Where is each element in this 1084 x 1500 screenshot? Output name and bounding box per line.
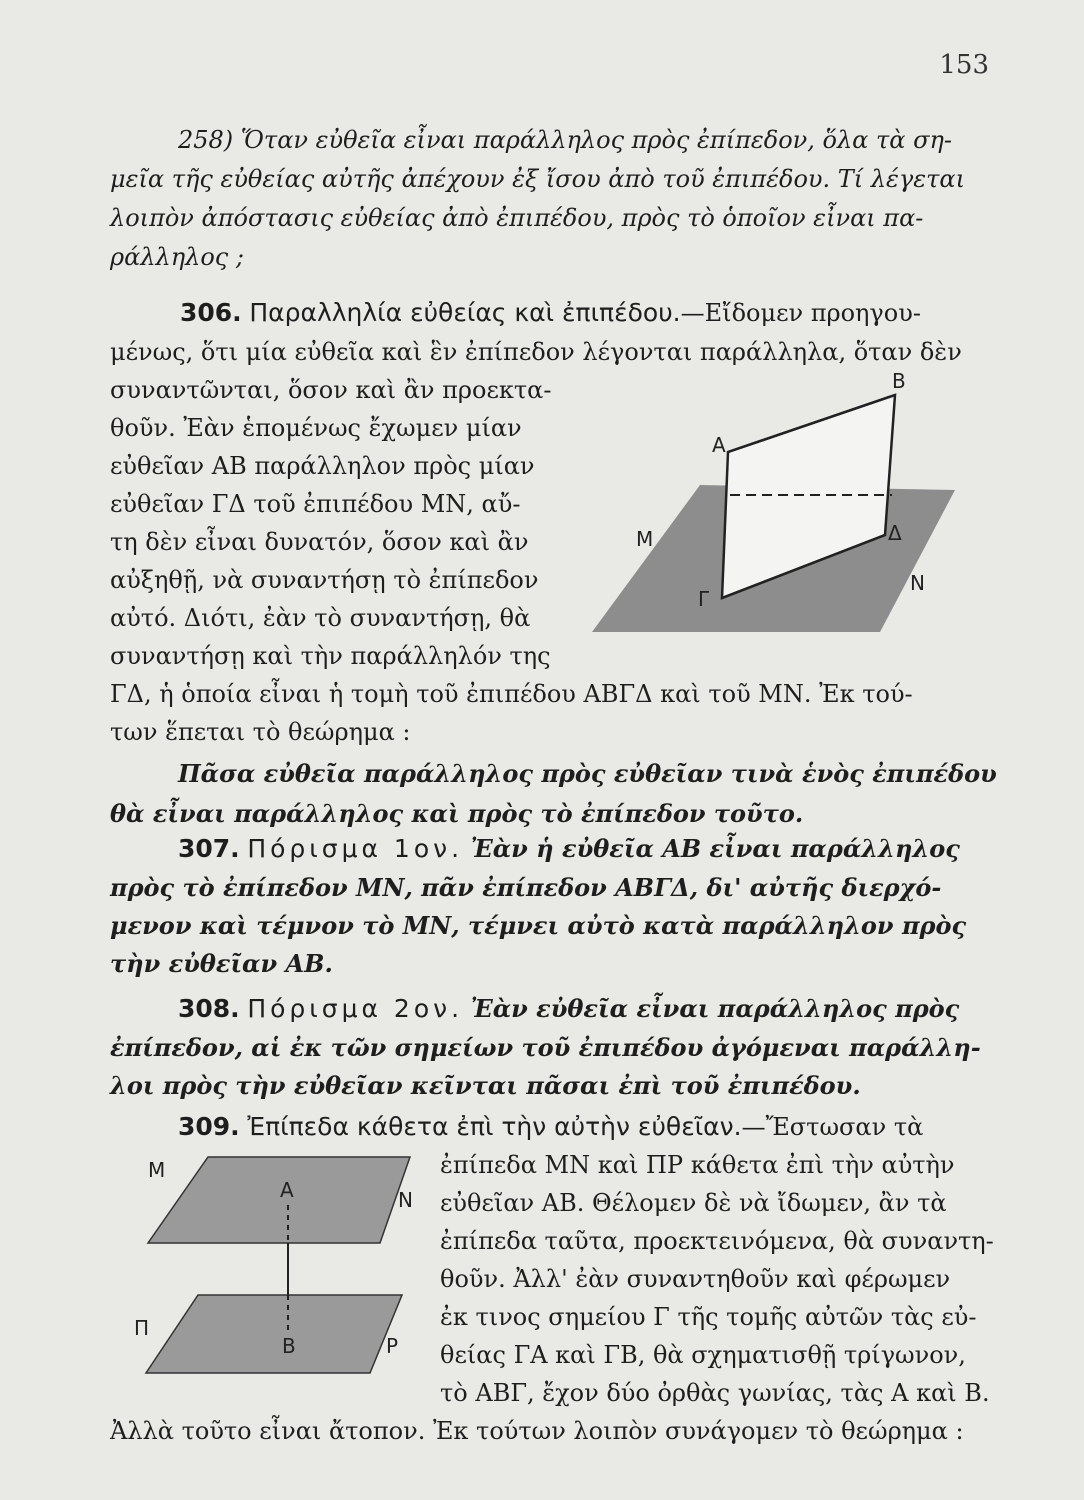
text-line: των ἕπεται τὸ θεώρημα : xyxy=(110,718,411,746)
corollary-line: λοι πρὸς τὴν εὐθεῖαν κεῖνται πᾶσαι ἐπὶ τοῦ ἐπιπέδου. xyxy=(110,1071,861,1100)
text-line: τὸ ΑΒΓ, ἔχον δύο ὀρθὰς γωνίας, τὰς Α καὶ Β. xyxy=(440,1379,990,1407)
label-g: Γ xyxy=(698,587,710,611)
text-line: μένως, ὅτι μία εὐθεῖα καὶ ἓν ἐπίπεδον λέγονται παράλληλα, ὅταν δὲν xyxy=(110,338,962,366)
text-line: —Εἴδομεν προηγου- xyxy=(680,299,921,327)
label-b: Β xyxy=(282,1334,296,1358)
section-number: 308. xyxy=(178,994,240,1023)
text-line: εὐθεῖαν ΑΒ. Θέλομεν δὲ νὰ ἴδωμεν, ἂν τὰ xyxy=(440,1189,947,1217)
text-line: θείας ΓΑ καὶ ΓΒ, θὰ σχηματισθῇ τρίγωνον, xyxy=(440,1341,966,1369)
section-307-heading xyxy=(178,836,960,861)
exercise-line: 258) Ὅταν εὐθεῖα εἶναι παράλληλος πρὸς ἐπίπεδον, ὅλα τὰ ση- xyxy=(178,126,952,154)
text-line: τη δὲν εἶναι δυνατόν, ὅσον καὶ ἂν xyxy=(110,528,529,556)
label-a: Α xyxy=(280,1178,294,1202)
corollary-line: πρὸς τὸ ἐπίπεδον ΜΝ, πᾶν ἐπίπεδον ΑΒΓΔ, δι' αὐτῆς διερχό- xyxy=(110,873,942,902)
text-line: εὐθεῖαν ΑΒ παράλληλον πρὸς μίαν xyxy=(110,452,535,480)
exercise-line: μεῖα τῆς εὐθείας αὐτῆς ἀπέχουν ἐξ ἴσου ἀπὸ τοῦ ἐπιπέδου. Τί λέγεται xyxy=(110,165,966,193)
text-line: —Ἔστωσαν τὰ xyxy=(741,1113,924,1141)
section-309-heading xyxy=(178,1114,923,1139)
text-line: συναντῶνται, ὅσον καὶ ἂν προεκτα- xyxy=(110,376,552,404)
figure-parallel-line-plane xyxy=(580,370,980,670)
text-line: ἐπίπεδα ΜΝ καὶ ΠΡ κάθετα ἐπὶ τὴν αὐτὴν xyxy=(440,1151,955,1179)
label-m: Μ xyxy=(148,1158,166,1182)
label-r: Ρ xyxy=(386,1334,399,1358)
section-title: Παραλληλία εὐθείας καὶ ἐπιπέδου. xyxy=(249,298,681,327)
figure-perpendicular-planes xyxy=(130,1145,430,1395)
label-p: Π xyxy=(134,1316,150,1340)
section-title: Ἐπίπεδα κάθετα ἐπὶ τὴν αὐτὴν εὐθεῖαν. xyxy=(247,1112,742,1141)
plane-mn xyxy=(148,1157,410,1243)
label-a: Α xyxy=(712,433,726,457)
text-line: ἐπίπεδα ταῦτα, προεκτεινόμενα, θὰ συναντη- xyxy=(440,1227,994,1255)
theorem-line: θὰ εἶναι παράλληλος καὶ πρὸς τὸ ἐπίπεδον τοῦτο. xyxy=(110,799,804,828)
label-m: Μ xyxy=(636,527,654,551)
corollary-line: ἐπίπεδον, αἱ ἐκ τῶν σημείων τοῦ ἐπιπέδου ἀγόμεναι παράλλη- xyxy=(110,1033,981,1062)
text-line: θοῦν. Ἐὰν ἑπομένως ἔχωμεν μίαν xyxy=(110,414,522,442)
section-number: 309. xyxy=(178,1112,240,1141)
corollary-line: Ἐὰν ἡ εὐθεῖα ΑΒ εἶναι παράλληλος xyxy=(470,834,960,863)
section-number: 307. xyxy=(178,834,240,863)
section-number: 306. xyxy=(180,298,242,327)
corollary-line: μενον καὶ τέμνον τὸ ΜΝ, τέμνει αὐτὸ κατὰ παράλληλον πρὸς xyxy=(110,911,967,940)
text-line: Ἀλλὰ τοῦτο εἶναι ἄτοπον. Ἐκ τούτων λοιπὸν συνάγομεν τὸ θεώρημα : xyxy=(110,1417,964,1445)
label-b: Β xyxy=(892,370,906,393)
text-line: εὐθεῖαν ΓΔ τοῦ ἐπιπέδου ΜΝ, αὔ- xyxy=(110,490,521,518)
text-line: ἐκ τινος σημείου Γ τῆς τομῆς αὐτῶν τὰς εὐ- xyxy=(440,1303,977,1331)
label-n: Ν xyxy=(910,571,925,595)
exercise-line: λοιπὸν ἀπόστασις εὐθείας ἀπὸ ἐπιπέδου, πρὸς τὸ ὁποῖον εἶναι πα- xyxy=(110,204,924,232)
corollary-line: τὴν εὐθεῖαν ΑΒ. xyxy=(110,949,333,978)
section-label: Πόρισμα 2ον. xyxy=(247,994,464,1023)
label-n: Ν xyxy=(398,1188,413,1212)
text-line: ΓΔ, ἡ ὁποία εἶναι ἡ τομὴ τοῦ ἐπιπέδου ΑΒΓΔ καὶ τοῦ ΜΝ. Ἐκ τού- xyxy=(110,680,913,708)
theorem-line: Πᾶσα εὐθεῖα παράλληλος πρὸς εὐθεῖαν τινὰ ἑνὸς ἐπιπέδου xyxy=(178,759,997,788)
corollary-line: Ἐὰν εὐθεῖα εἶναι παράλληλος πρὸς xyxy=(470,994,960,1023)
exercise-line: ράλληλος ; xyxy=(110,243,244,271)
page-number: 153 xyxy=(939,50,989,80)
text-line: θοῦν. Ἀλλ' ἐὰν συναντηθοῦν καὶ φέρωμεν xyxy=(440,1265,951,1293)
section-306-heading xyxy=(180,300,921,325)
label-d: Δ xyxy=(888,521,902,545)
section-308-heading xyxy=(178,996,959,1021)
section-label: Πόρισμα 1ον. xyxy=(247,834,464,863)
text-line: αὐξηθῇ, νὰ συναντήσῃ τὸ ἐπίπεδον xyxy=(110,566,539,594)
text-line: αὐτό. Διότι, ἐὰν τὸ συναντήσῃ, θὰ xyxy=(110,604,531,632)
text-line: συναντήσῃ καὶ τὴν παράλληλόν της xyxy=(110,642,551,670)
plane-pr xyxy=(146,1295,402,1373)
